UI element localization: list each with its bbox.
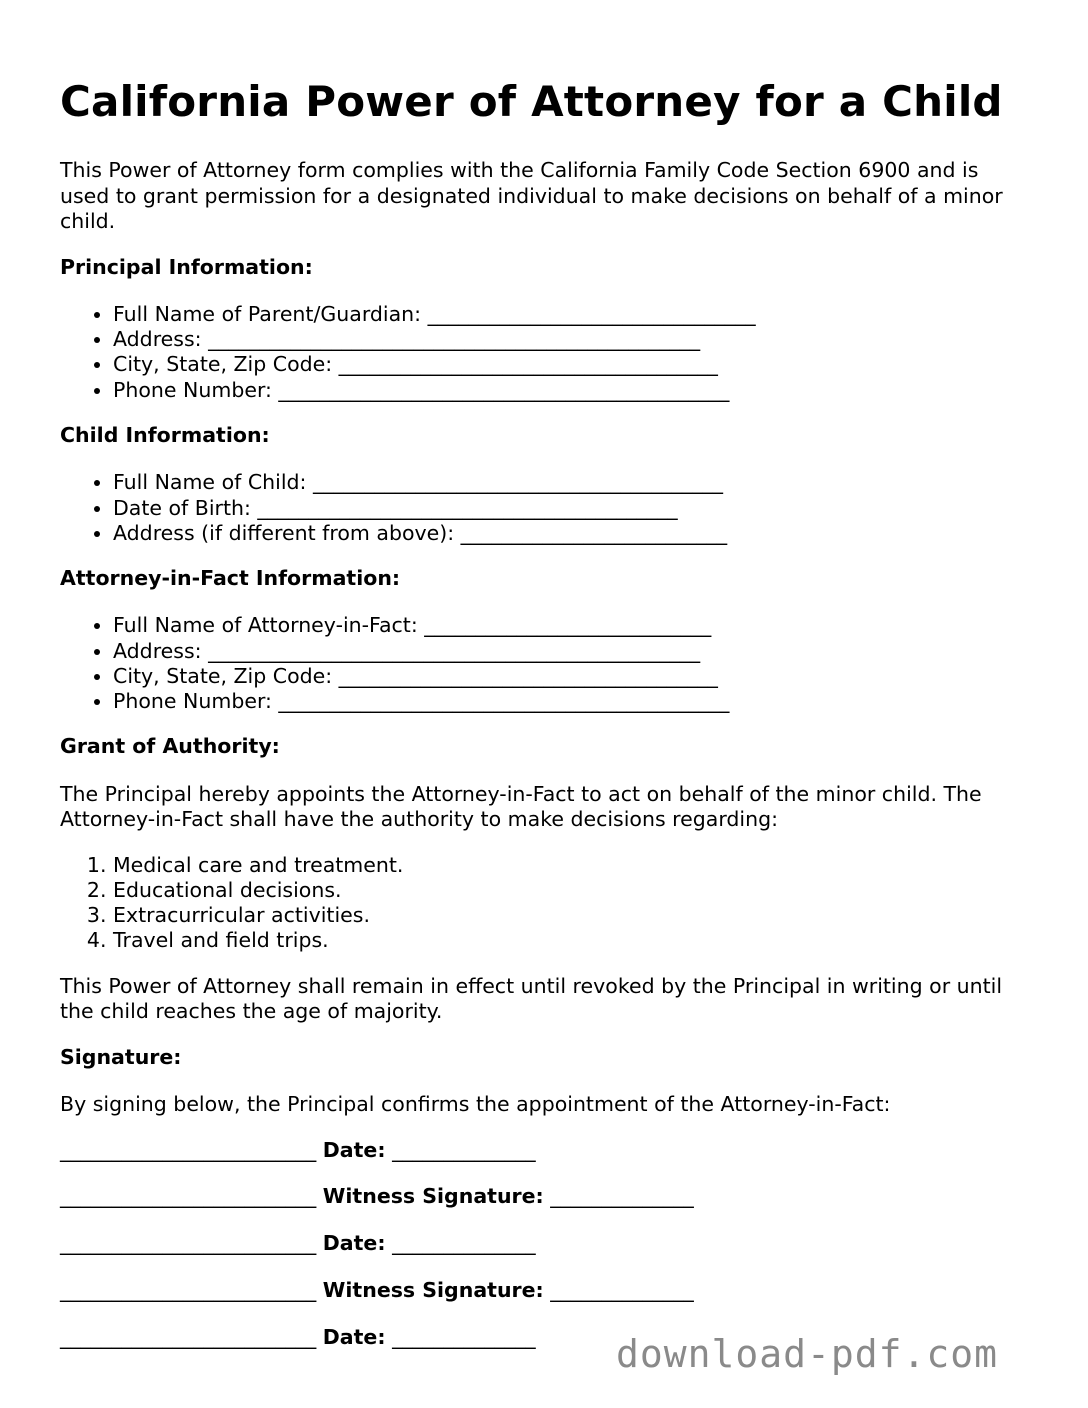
document-page	[60, 76, 1030, 1372]
signature-blank: _________________________	[60, 1184, 317, 1209]
signature-line-3	[60, 1231, 1030, 1257]
effect-paragraph: This Power of Attorney shall remain in effect until revoked by the Principal in writing or until the child reaches the age of majority.	[60, 973, 1003, 1024]
child-heading: Child Information:	[60, 422, 270, 447]
authority-item-extracurricular: 3. Extracurricular activities.	[113, 903, 1030, 928]
authority-item-medical: 1. Medical care and treatment.	[113, 853, 1030, 878]
intro-paragraph: This Power of Attorney form complies with the California Family Code Section 6900 and is used to grant permission for a designated individual to make decisions on behalf of a minor child.	[60, 158, 1003, 233]
child-list	[60, 470, 1030, 546]
date-blank: ______________	[392, 1324, 536, 1349]
principal-phone-field: • Phone Number: ____________________________________________	[113, 378, 1030, 403]
attorney-heading: Attorney-in-Fact Information:	[60, 565, 401, 590]
signature-line-4	[60, 1278, 1030, 1304]
attorney-full-name-field: • Full Name of Attorney-in-Fact: ____________________________	[113, 613, 1030, 638]
signature-blank: _________________________	[60, 1231, 317, 1256]
attorney-phone-field: • Phone Number: ____________________________________________	[113, 689, 1030, 714]
grant-paragraph: The Principal hereby appoints the Attorney-in-Fact to act on behalf of the minor child. The Attorney-in-Fact shall have the authority to make decisions regarding:	[60, 781, 982, 832]
principal-heading: Principal Information:	[60, 254, 313, 279]
child-address-field: • Address (if different from above): __________________________	[113, 521, 1030, 546]
authority-list	[60, 853, 1030, 954]
principal-address-field: • Address: ________________________________________________	[113, 327, 1030, 352]
principal-full-name-field: • Full Name of Parent/Guardian: ________________________________	[113, 302, 1030, 327]
date-blank: ______________	[392, 1231, 536, 1256]
signature-line-1	[60, 1138, 1030, 1164]
signature-blank: _________________________	[60, 1277, 317, 1302]
watermark-logo: download-pdf.com	[616, 1332, 999, 1376]
date-blank: ______________	[392, 1137, 536, 1162]
witness-signature-label: Witness Signature:	[322, 1184, 544, 1209]
signature-line-2	[60, 1184, 1030, 1210]
attorney-list	[60, 613, 1030, 714]
signature-blank: _________________________	[60, 1324, 317, 1349]
date-label: Date:	[322, 1137, 386, 1162]
date-label: Date:	[322, 1231, 386, 1256]
attorney-address-field: • Address: ________________________________________________	[113, 639, 1030, 664]
page-title: California Power of Attorney for a Child	[60, 77, 1003, 126]
authority-item-travel: 4. Travel and field trips.	[113, 928, 1030, 953]
authority-item-education: 2. Educational decisions.	[113, 878, 1030, 903]
witness-blank: ______________	[550, 1184, 694, 1209]
principal-list	[60, 302, 1030, 403]
child-full-name-field: • Full Name of Child: ________________________________________	[113, 470, 1030, 495]
witness-blank: ______________	[550, 1277, 694, 1302]
child-dob-field: • Date of Birth: _________________________________________	[113, 496, 1030, 521]
signature-paragraph: By signing below, the Principal confirms the appointment of the Attorney-in-Fact:	[60, 1092, 891, 1117]
date-label: Date:	[322, 1324, 386, 1349]
witness-signature-label: Witness Signature:	[322, 1277, 544, 1302]
principal-city-state-zip-field: • City, State, Zip Code: _____________________________________	[113, 352, 1030, 377]
signature-heading: Signature:	[60, 1044, 182, 1069]
attorney-city-state-zip-field: • City, State, Zip Code: _____________________________________	[113, 664, 1030, 689]
signature-blank: _________________________	[60, 1137, 317, 1162]
grant-heading: Grant of Authority:	[60, 734, 280, 759]
